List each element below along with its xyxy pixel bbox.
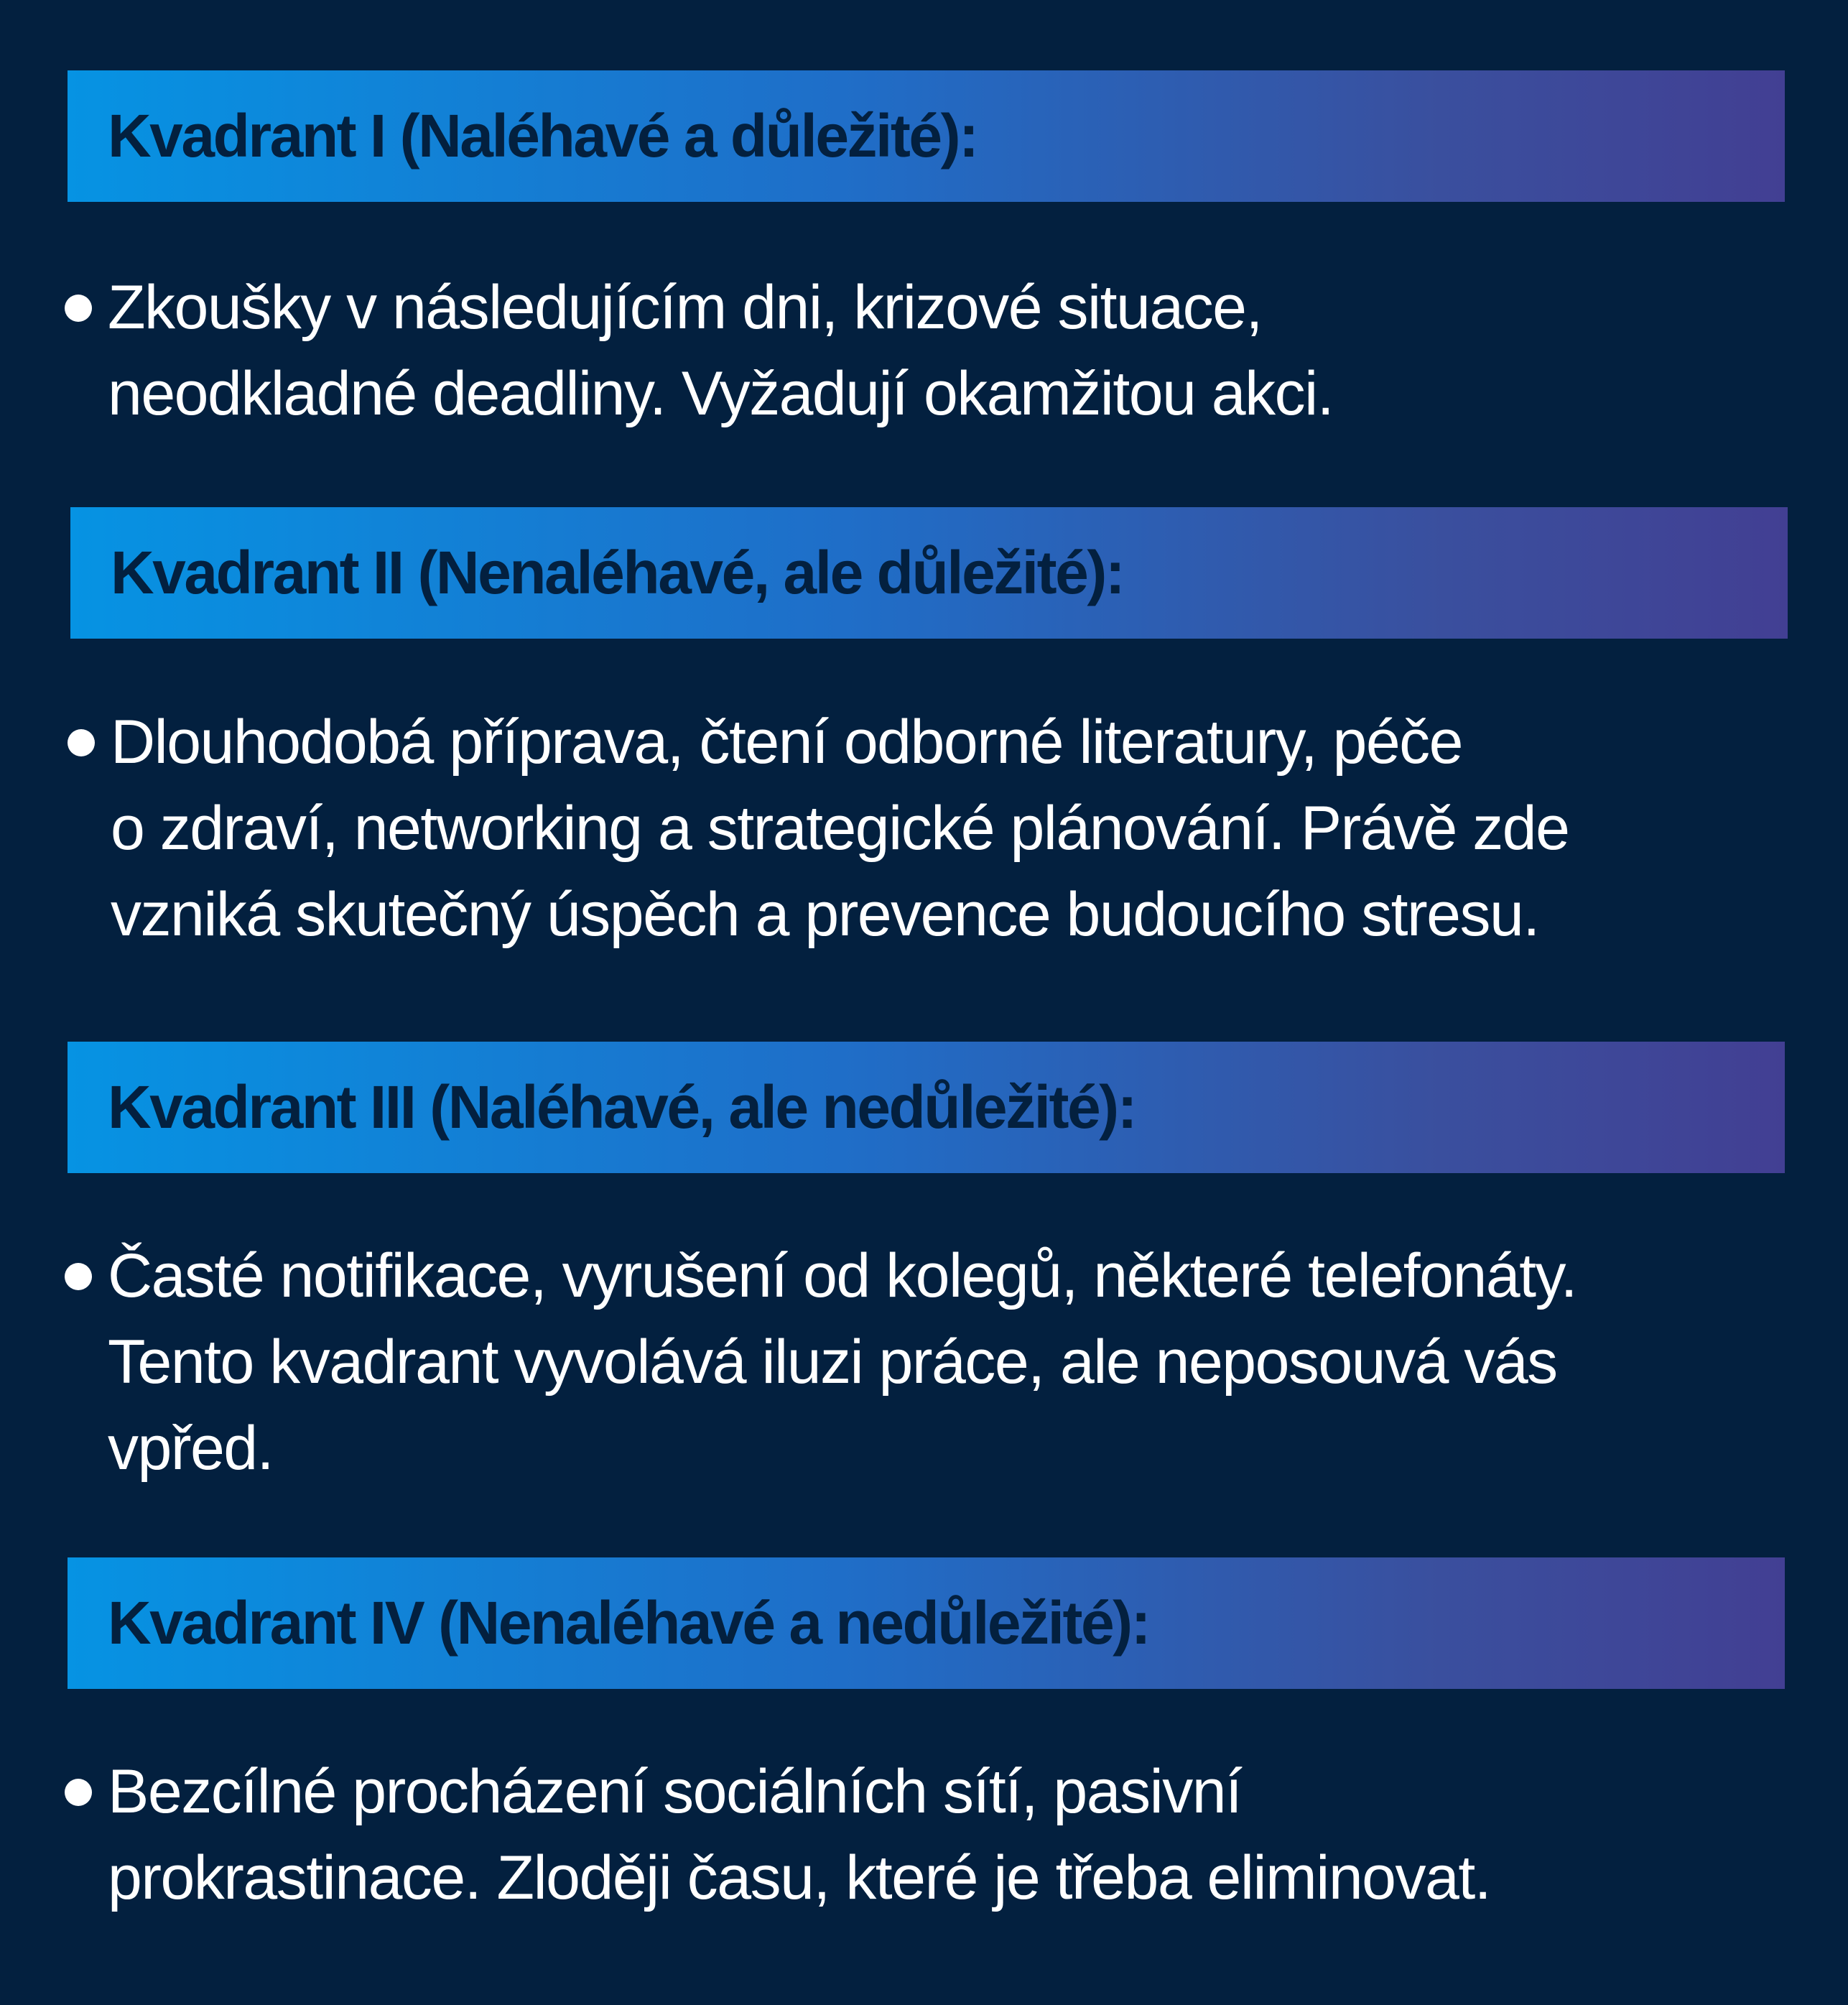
text-line: Zkoušky v následujícím dni, krizové situace, (108, 273, 1262, 342)
quadrant-1-text (108, 264, 1817, 437)
bullet-icon (65, 1263, 92, 1290)
bullet-icon (68, 729, 95, 756)
text-line: prokrastinace. Zloději času, které je třeba eliminovat. (108, 1843, 1491, 1912)
bullet-icon (65, 1779, 92, 1806)
quadrant-2-text (111, 699, 1820, 958)
quadrant-2-header (70, 507, 1788, 639)
text-line: o zdraví, networking a strategické plánování. Právě zde (111, 794, 1569, 863)
bullet-icon (65, 295, 92, 322)
quadrant-4-title: Kvadrant IV (Nenaléhavé a nedůležité): (108, 1589, 1150, 1657)
quadrant-1-item (65, 264, 1817, 437)
quadrant-2-title: Kvadrant II (Nenaléhavé, ale důležité): (111, 539, 1124, 606)
quadrant-1-header (68, 70, 1785, 202)
quadrant-4-header (68, 1557, 1785, 1689)
text-line: Tento kvadrant vyvolává iluzi práce, ale neposouvá vás (108, 1328, 1557, 1397)
quadrant-3-item (65, 1233, 1817, 1491)
quadrant-2-item (68, 699, 1820, 958)
text-line: vzniká skutečný úspěch a prevence budoucího stresu. (111, 880, 1539, 949)
text-line: vpřed. (108, 1414, 274, 1483)
quadrant-1-title: Kvadrant I (Naléhavé a důležité): (108, 102, 978, 170)
text-line: Bezcílné procházení sociálních sítí, pasivní (108, 1757, 1242, 1826)
quadrant-3-title: Kvadrant III (Naléhavé, ale nedůležité): (108, 1073, 1136, 1141)
text-line: neodkladné deadliny. Vyžadují okamžitou akci. (108, 359, 1334, 428)
text-line: Dlouhodobá příprava, čtení odborné literatury, péče (111, 708, 1463, 777)
quadrant-4-item (65, 1749, 1817, 1921)
text-line: Časté notifikace, vyrušení od kolegů, některé telefonáty. (108, 1241, 1577, 1310)
quadrant-4-text (108, 1749, 1817, 1921)
quadrant-3-header (68, 1042, 1785, 1173)
quadrant-3-text (108, 1233, 1817, 1491)
